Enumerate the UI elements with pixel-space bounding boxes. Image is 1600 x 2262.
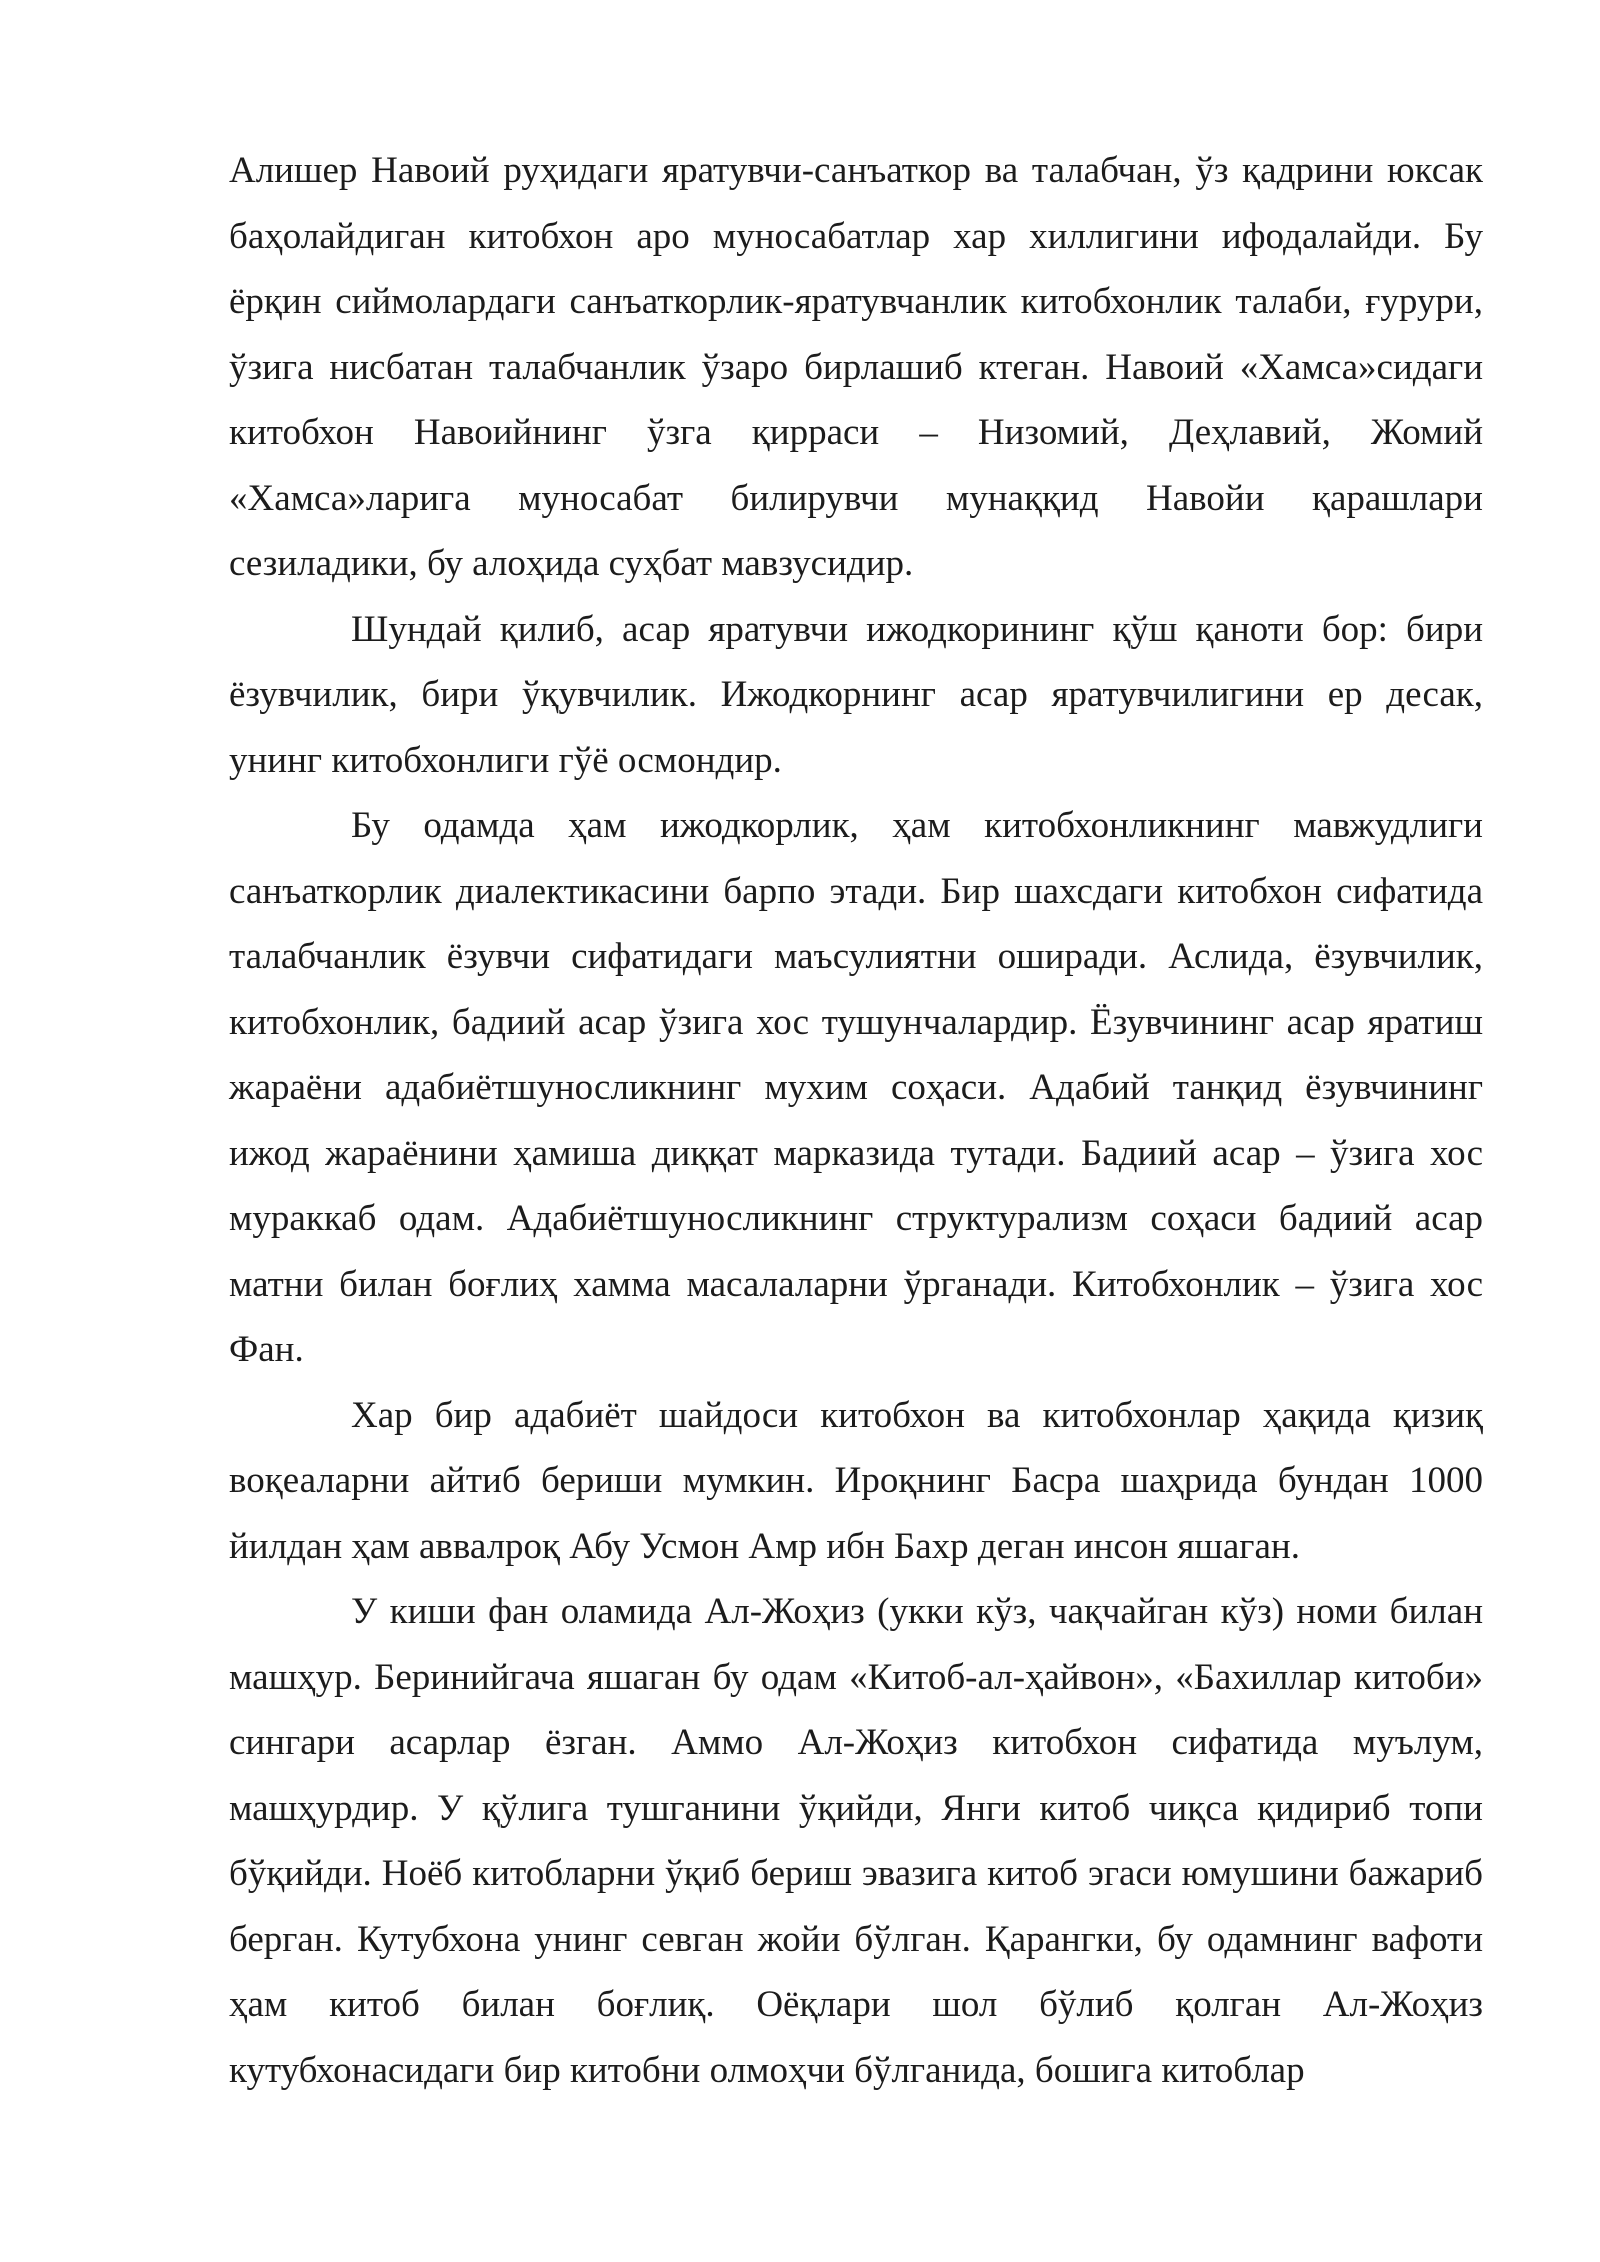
document-body <box>229 138 1483 2103</box>
paragraph-1: Алишер Навоий руҳидаги яратувчи-санъаткор ва талабчан, ўз қадрини юксак баҳолайдиган китобхон аро муносабатлар хар хиллигини ифодалайди. Бу ёрқин сиймолардаги санъаткорлик-яратувчанлик китобхонлик талаби, ғурури, ўзига нисбатан талабчанлик ўзаро бирлашиб ктеган. Навоий «Хамса»сидаги китобхон Навоийнинг ўзга қирраси – Низомий, Деҳлавий, Жомий «Хамса»ларига муносабат билирувчи мунаққид Навойи қарашлари сезиладики, бу алоҳида суҳбат мавзусидир. <box>229 150 1483 584</box>
paragraph-3: Бу одамда ҳам ижодкорлик, ҳам китобхонликнинг мавжудлиги санъаткорлик диалектикасини барпо этади. Бир шахсдаги китобхон сифатида талабчанлик ёзувчи сифатидаги маъсулиятни оширади. Аслида, ёзувчилик, китобхонлик, бадиий асар ўзига хос тушунчалардир. Ёзувчининг асар яратиш жараёни адабиётшуносликнинг мухим соҳаси. Адабий танқид ёзувчининг ижод жараёнини ҳамиша диққат марказида тутади. Бадиий асар – ўзига хос мураккаб одам. Адабиётшуносликнинг структурализм соҳаси бадиий асар матни билан боғлиҳ хамма масалаларни ўрганади. Китобхонлик – ўзига хос Фан. <box>229 805 1483 1370</box>
paragraph-4: Хар бир адабиёт шайдоси китобхон ва китобхонлар ҳақида қизиқ воқеаларни айтиб бериши мумкин. Ироқнинг Басра шаҳрида бундан 1000 йилдан ҳам аввалроқ Абу Усмон Амр ибн Бахр деган инсон яшаган. <box>229 1394 1483 1567</box>
paragraph-2: Шундай қилиб, асар яратувчи ижодкорининг қўш қаноти бор: бири ёзувчилик, бири ўқувчилик. Ижодкорнинг асар яратувчилигини ер десак, унинг китобхонлиги гўё осмондир. <box>229 608 1483 781</box>
paragraph-5: У киши фан оламида Ал-Жоҳиз (укки кўз, чақчайган кўз) номи билан машҳур. Беринийгача яшаган бу одам «Китоб-ал-ҳайвон», «Бахиллар китоби» сингари асарлар ёзган. Аммо Ал-Жоҳиз китобхон сифатида муълум, машҳурдир. У қўлига тушганини ўқийди, Янги китоб чиқса қидириб топи бўқийди. Ноёб китобларни ўқиб бериш эвазига китоб эгаси юмушини бажариб берган. Кутубхона унинг севган жойи бўлган. Қарангки, бу одамнинг вафоти ҳам китоб билан боғлиқ. Оёқлари шол бўлиб қолган Ал-Жоҳиз кутубхонасидаги бир китобни олмоҳчи бўлганида, бошига китоблар <box>229 1591 1483 2091</box>
